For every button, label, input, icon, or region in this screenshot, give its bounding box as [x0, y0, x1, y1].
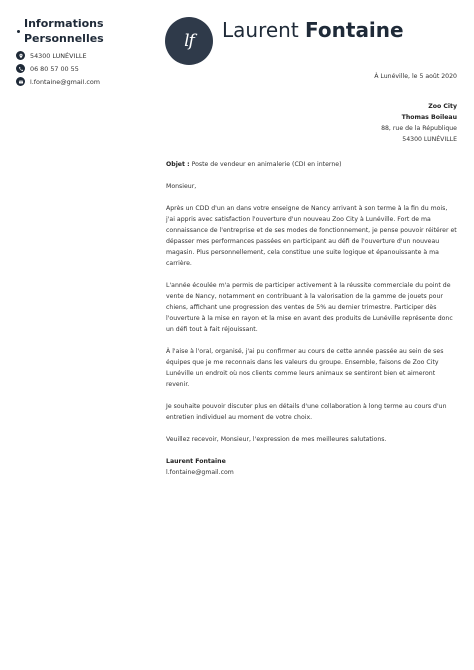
contact-address: [16, 51, 87, 60]
letter-paragraph: Après un CDD d'un an dans votre enseigne de Nancy arrivant à son terme à la fin du mois, j'ai appris avec satisfaction l'ouverture d'un nouveau Zoo City à Lunéville. Fort de ma connaissance de l'entreprise et de ses modes de fonctionnement, je pense pouvoir réitérer et dépasser mes performances passées en participant au défi de l'ouverture d'un nouveau magasin. Plus personnellement, cela constitue une suite logique et épanouissante à ma carrière.: [166, 205, 457, 267]
section-bullet: [17, 30, 20, 33]
object-label: Objet :: [166, 161, 190, 168]
recipient-street: 88, rue de la République: [381, 125, 457, 132]
recipient-contact: Thomas Boileau: [401, 114, 457, 121]
signature-name: Laurent Fontaine: [166, 458, 226, 465]
phone-text: 06 80 57 00 55: [30, 64, 79, 73]
map-pin-icon: [16, 51, 25, 60]
letter-closing: Veuillez recevoir, Monsieur, l'expression de mes meilleures salutations.: [166, 436, 387, 443]
signature-block: [166, 456, 458, 478]
personal-info-sidebar: [0, 0, 150, 670]
letter-paragraph: À l'aise à l'oral, organisé, j'ai pu confirmer au cours de cette année passée au sein de ses équipes que je me reconnais dans les valeurs du groupe. Ensemble, faisons de Zoo City Lunéville un endroit où nos clients comme leurs animaux se sentiront bien et aimeront revenir.: [166, 348, 444, 388]
letter-paragraph: L'année écoulée m'a permis de participer activement à la réussite commerciale du point de vente de Nancy, notamment en contribuant à la valorisation de la gamme de jouets pour chiens, affichant une progression des ventes de 5% au dernier trimestre. Participer dès l'ouverture à la mise en rayon et la mise en avant des produits de Lunéville représente donc un défi tout à fait réjouissant.: [166, 282, 453, 333]
recipient-city: 54300 LUNÉVILLE: [402, 136, 457, 143]
applicant-name: [222, 18, 404, 42]
section-title: Informations Personnelles: [24, 17, 104, 45]
address-text: 54300 LUNÉVILLE: [30, 51, 87, 60]
last-name: Fontaine: [305, 18, 404, 42]
letter-date: À Lunéville, le 5 août 2020: [374, 73, 457, 80]
letter-salutation: Monsieur,: [166, 183, 197, 190]
letter-paragraph: Je souhaite pouvoir discuter plus en détails d'une collaboration à long terme au cours d'un entretien individuel au moment de votre choix.: [166, 403, 447, 421]
contact-email[interactable]: [16, 77, 100, 86]
letter-body: [166, 159, 458, 478]
signature-email[interactable]: l.fontaine@gmail.com: [166, 469, 234, 476]
object-text: Poste de vendeur en animalerie (CDI en interne): [191, 161, 342, 168]
recipient-company: Zoo City: [428, 103, 457, 110]
phone-icon: [16, 64, 25, 73]
email-icon: [16, 77, 25, 86]
email-text[interactable]: l.fontaine@gmail.com: [30, 77, 101, 86]
letter-object: [166, 159, 458, 170]
contact-phone: [16, 64, 79, 73]
recipient-block: [381, 101, 457, 145]
first-name: Laurent: [222, 18, 299, 42]
monogram-logo: lf: [165, 17, 213, 65]
